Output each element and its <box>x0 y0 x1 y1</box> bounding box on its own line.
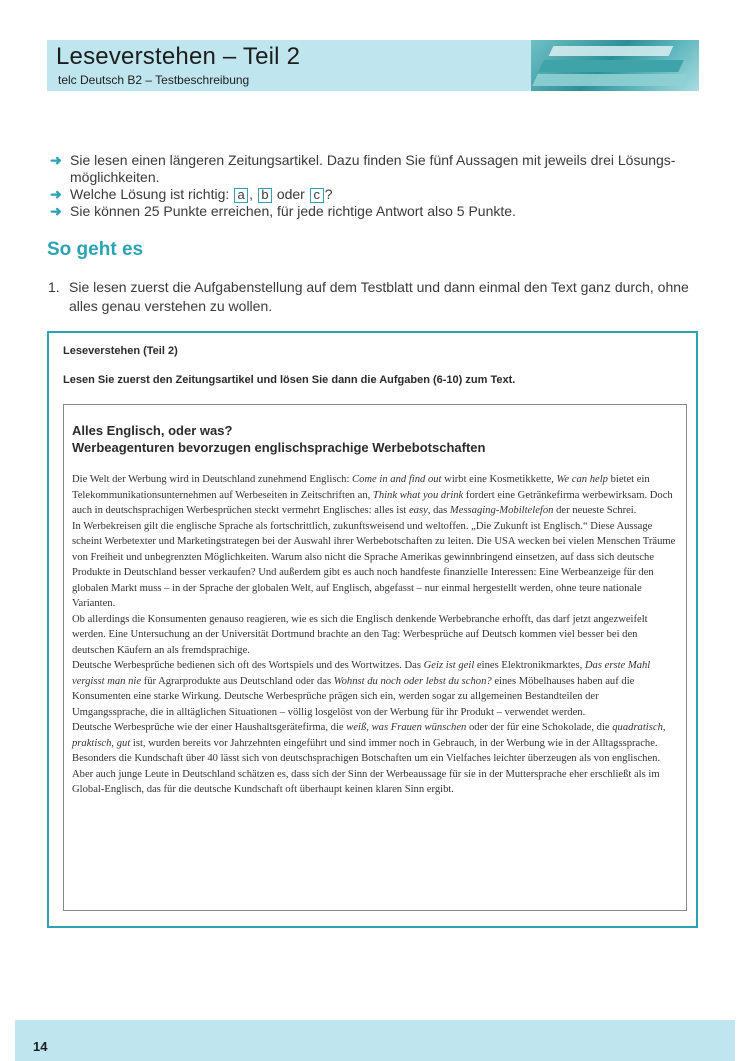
bullet-list <box>50 152 700 220</box>
book-shape <box>549 46 674 56</box>
books-image <box>531 40 699 91</box>
page-title: Leseverstehen – Teil 2 <box>56 43 301 70</box>
page-header <box>47 40 699 91</box>
arrow-right-icon: ➜ <box>50 203 62 219</box>
step-text: Sie lesen zuerst die Aufgabenstellung auf dem Testblatt und dann einmal den Text ganz durch, ohne alles genau verstehen zu wollen. <box>69 279 689 314</box>
article-body <box>72 472 676 798</box>
page-number: 14 <box>33 1039 48 1054</box>
page-subtitle: telc Deutsch B2 – Testbeschreibung <box>58 73 250 87</box>
bullet-text: Sie lesen einen längeren Zeitungsartikel. Dazu finden Sie fünf Aussagen mit jeweils drei Lösungs-möglichkeiten. <box>70 152 676 185</box>
article-title: Alles Englisch, oder was? <box>72 423 233 438</box>
bullet-item <box>50 152 700 186</box>
option-box-a: a <box>234 188 248 203</box>
book-shape <box>538 60 684 72</box>
exam-instruction: Lesen Sie zuerst den Zeitungsartikel und lösen Sie dann die Aufgaben (6-10) zum Text. <box>63 374 516 386</box>
bullet-item <box>50 186 700 203</box>
article-paragraph: In Werbekreisen gilt die englische Sprache als fortschrittlich, zukunftsweisend und weltoffen. „Die Zukunft ist Englisch.“ Diese Aussage scheint Werbetexter und Marketingstrategen bei der Auswahl ihrer Werbebotschaften zu leiten. Die USA wecken bei vielen Menschen Träume von Freiheit und unbegrenzten Möglichkeiten. Warum also nicht die Sprache Amerikas gewinnbringend einsetzen, auf dass sich deutsche Produkte in Deutschland besser verkaufen? Und außerdem gibt es auch noch handfeste finanzielle Interessen: Eine Werbeanzeige für den globalen Markt muss – in der Sprache der globalen Welt, auf Englisch, abgefasst – nur einmal hergestellt werden, ohne teure nationale Varianten. <box>72 520 676 609</box>
step-number: 1. <box>48 279 60 295</box>
bullet-text: Sie können 25 Punkte erreichen, für jede richtige Antwort also 5 Punkte. <box>70 203 516 219</box>
arrow-right-icon: ➜ <box>50 152 62 168</box>
separator: oder <box>272 186 309 202</box>
question-mark: ? <box>324 186 333 202</box>
exam-title: Leseverstehen (Teil 2) <box>63 345 178 357</box>
article-paragraph: Die Welt der Werbung wird in Deutschland zunehmend Englisch: Come in and find out wirbt eine Kosmetikkette, We can help bietet ein Telekommunikationsunternehmen auf Werbeseiten in Zeitschriften an, Think what you drink fordert eine Getränkefirma werbewirksam. Doch auch in deutschsprachigen Werbesprüchen steckt vermehrt Englisches: alles ist easy, das Messaging-Mobiltelefon der neueste Schrei. <box>72 474 673 516</box>
option-box-b: b <box>258 188 272 203</box>
article-paragraph: Deutsche Werbesprüche wie der einer Haushaltsgerätefirma, die weiß, was Frauen wünschen oder der für eine Schokolade, die quadratisch, praktisch, gut ist, wurden bereits vor Jahrzehnten eingeführt und sind immer noch in Gebrauch, in der Werbung wie in der Alltagssprache. Besonders die Kundschaft über 40 lässt sich von deutschsprachigen Botschaften um ein Vielfaches leichter überzeugen als von englischen. Aber auch junge Leute in Deutschland schätzen es, dass sich der Sinn der Werbeaussage für sie in der Muttersprache eher erschließt als im Global-Englisch, das für die deutsche Kundschaft oft überhaupt keinen klaren Sinn ergibt. <box>72 722 666 795</box>
arrow-right-icon: ➜ <box>50 186 62 202</box>
article-subtitle: Werbeagenturen bevorzugen englischsprachige Werbebotschaften <box>72 440 486 455</box>
option-box-c: c <box>310 188 324 203</box>
article-paragraph: Ob allerdings die Konsumenten genauso reagieren, wie es sich die Englisch denkende Werbebranche erhofft, das darf jetzt angezweifelt werden. Eine Untersuchung an der Universität Dortmund brachte an den Tag: Werbesprüche auf Deutsch kommen viel besser bei den deutschen Käufern an als fremdsprachige. <box>72 613 648 656</box>
bullet-text: Welche Lösung ist richtig: <box>70 186 234 202</box>
exam-task-box <box>47 331 698 928</box>
bullet-item <box>50 203 700 220</box>
article-box <box>63 404 687 911</box>
separator: , <box>249 186 257 202</box>
page-footer <box>15 1020 735 1061</box>
article-paragraph: Deutsche Werbesprüche bedienen sich oft des Wortspiels und des Wortwitzes. Das Geiz ist geil eines Elektronikmarktes, Das erste Mahl vergisst man nie für Agrarprodukte aus Deutschland oder das Wohnst du noch oder lebst du schon? eines Möbelhauses haben auf die Konsumenten eine starke Wirkung. Deutsche Werbesprüche prägen sich ein, werden sogar zu allgemeinen Bestandteilen der Umgangssprache, die in alltäglichen Situationen – völlig losgelöst von der Werbung für ihr Produkt – verwendet werden. <box>72 660 651 718</box>
section-heading: So geht es <box>47 239 144 260</box>
step-1 <box>48 278 709 316</box>
article-heading <box>72 422 485 456</box>
book-shape <box>532 74 688 86</box>
